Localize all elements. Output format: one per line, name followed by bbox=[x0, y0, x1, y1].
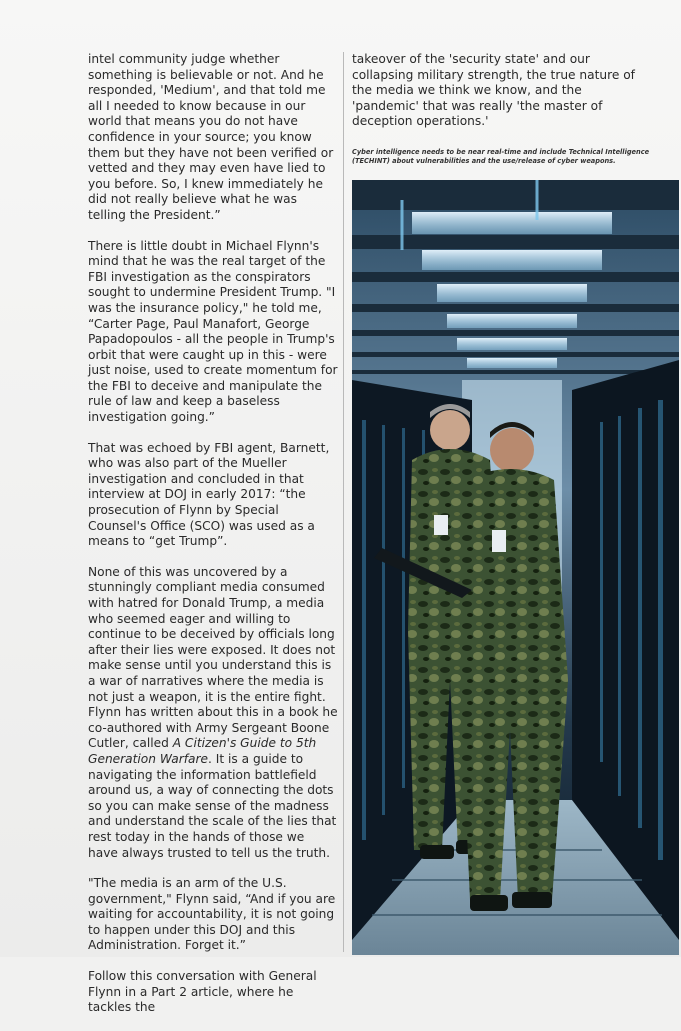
photo-caption: Cyber intelligence needs to be near real-time and include Technical Intelligence (TECHINT) about vulnerabilities and the use/release of cyber weapons. bbox=[352, 148, 650, 165]
paragraph-1: intel community judge whether something is believable or not. And he responded, 'Medium', and that told me all I needed to know because in our world that means you do not have confidence in your source; you know them but they have not been verified or vetted and they may even have lied to you before. So, I knew immediately he did not really believe what he was telling the President.” bbox=[88, 52, 334, 222]
paragraph-2: There is little doubt in Michael Flynn's mind that he was the real target of the FBI investigation as the conspirators sought to undermine President Trump. "I was the insurance policy," he told me, “Carter Page, Paul Manafort, George Papadopoulos - all the people in Trump's orbit that were caught up in this - were just noise, used to create momentum for the FBI to deceive and manipulate the rule of law and keep a baseless investigation going.” bbox=[88, 238, 338, 425]
server-room-photo bbox=[352, 180, 679, 955]
book-title: A Citizen's Guide to 5th Generation Warfare bbox=[88, 736, 317, 766]
right-text-column bbox=[352, 52, 652, 130]
paragraph-4-text-after: . It is a guide to navigating the information battlefield around us, a way of connecting the dots so you can make sense of the madness and understand the scale of the lies that rest today in the hands of those we have always trusted to tell us the truth. bbox=[88, 751, 337, 860]
column-divider bbox=[343, 52, 344, 952]
paragraph-5: "The media is an arm of the U.S. government," Flynn said, “And if you are waiting for accountability, it is not going to happen under this DOJ and this Administration. Forget it.” bbox=[88, 876, 336, 953]
left-text-column bbox=[88, 52, 338, 1031]
paragraph-6: Follow this conversation with General Flynn in a Part 2 article, where he tackles the bbox=[88, 969, 317, 1015]
right-paragraph-1: takeover of the 'security state' and our collapsing military strength, the true nature of the media we think we know, and the 'pandemic' that was really 'the master of deception operations.' bbox=[352, 52, 635, 129]
paragraph-3: That was echoed by FBI agent, Barnett, who was also part of the Mueller investigation and concluded in that interview at DOJ in early 2017: “the prosecution of Flynn by Special Counsel's Office (SCO) was used as a means to “get Trump”. bbox=[88, 440, 330, 549]
paragraph-4 bbox=[88, 565, 338, 861]
paragraph-4-text-before: None of this was uncovered by a stunningly compliant media consumed with hatred for Donald Trump, a media who seemed eager and willing to continue to be deceived by officials long after their lies were exposed. It does not make sense until you understand this is a war of narratives where the media is not just a weapon, it is the entire fight. Flynn has written about this in a book he co-authored with Army Sergeant Boone Cutler, called bbox=[88, 564, 338, 751]
